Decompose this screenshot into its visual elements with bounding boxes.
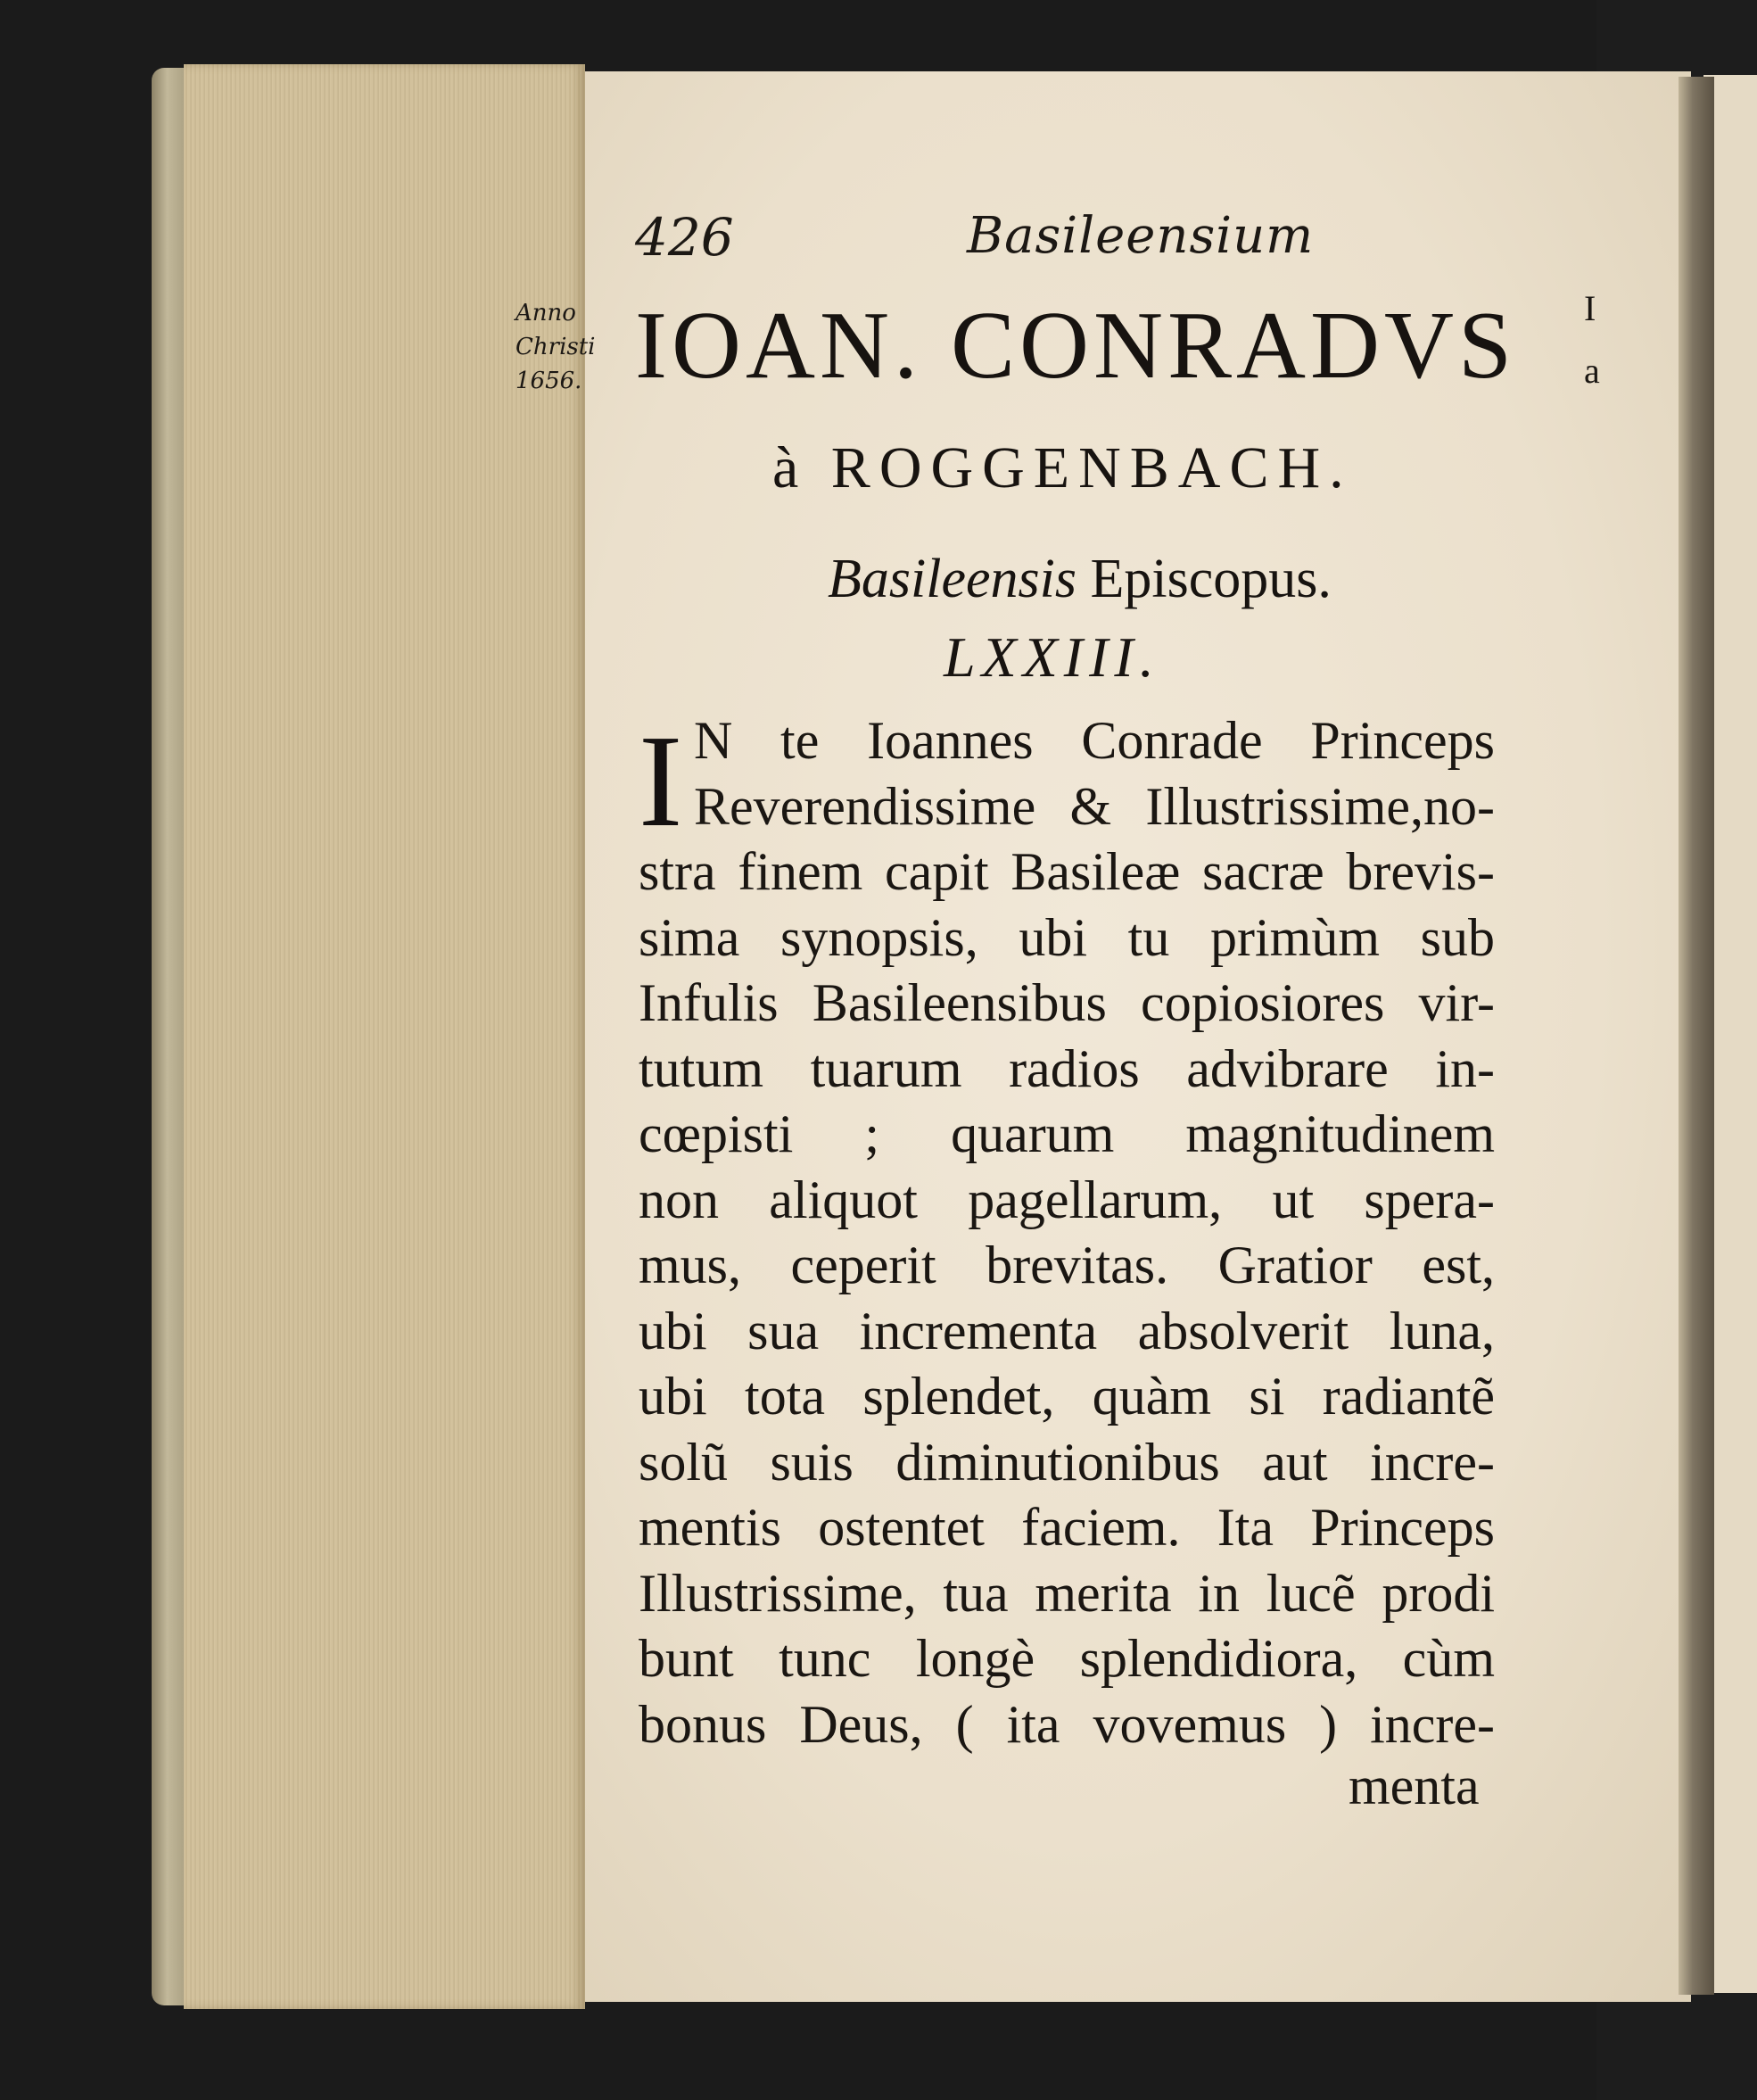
entry-numeral: LXXIII. [944,625,1160,689]
entry-role [828,548,1332,611]
catchword: menta [1349,1757,1480,1815]
role-italic: Basileensis [828,549,1076,609]
body-line: stra finem capit Basileæ sacræ brevis- [639,842,1495,901]
entry-subtitle: à ROGGENBACH. [772,435,1353,500]
margin-note [516,296,596,398]
body-line: ubi sua incrementa absolverit luna, [639,1301,1495,1360]
facing-page-letter: I [1584,288,1596,328]
drop-cap: I [639,708,683,855]
body-line: bonus Deus, ( ita vovemus ) incre- [639,1694,1495,1754]
entry-title: IOAN. CONRADVS [635,293,1517,399]
margin-note-line: Anno [516,300,576,327]
body-line: tutum tuarum radios advibrare in- [639,1038,1495,1098]
body-line: solũ suis diminutionibus aut incre- [639,1432,1495,1492]
body-line: Illustrissime, tua merita in lucẽ prodi [639,1563,1495,1623]
body-line: Reverendissime & Illustrissime,no- [694,776,1495,836]
body-line: mentis ostentet faciem. Ita Princeps [639,1498,1495,1557]
role-rest: Episcopus. [1076,549,1332,609]
body-line: bunt tunc longè splendidiora, cùm [639,1629,1495,1688]
body-line: sima synopsis, ubi tu primùm sub [639,907,1495,967]
body-line: mus, ceperit brevitas. Gratior est, [639,1236,1495,1294]
body-line: cœpisti ; quarum magnitudinem [639,1104,1495,1163]
page-number: 426 [635,207,734,268]
margin-note-line: 1656. [516,368,582,394]
body-line: Infulis Basileensibus copiosiores vir- [639,973,1495,1032]
book-gutter [1679,77,1714,1995]
running-title: Basileensium [967,207,1315,265]
body-paragraph [639,708,1495,1757]
body-line: non aliquot pagellarum, ut spera- [639,1170,1495,1229]
facing-page-letter: a [1584,351,1600,391]
body-line: N te Ioannes Conrade Princeps [694,711,1495,770]
margin-note-line: Christi [516,334,596,360]
body-line: ubi tota splendet, quàm si radiantẽ [639,1367,1495,1426]
